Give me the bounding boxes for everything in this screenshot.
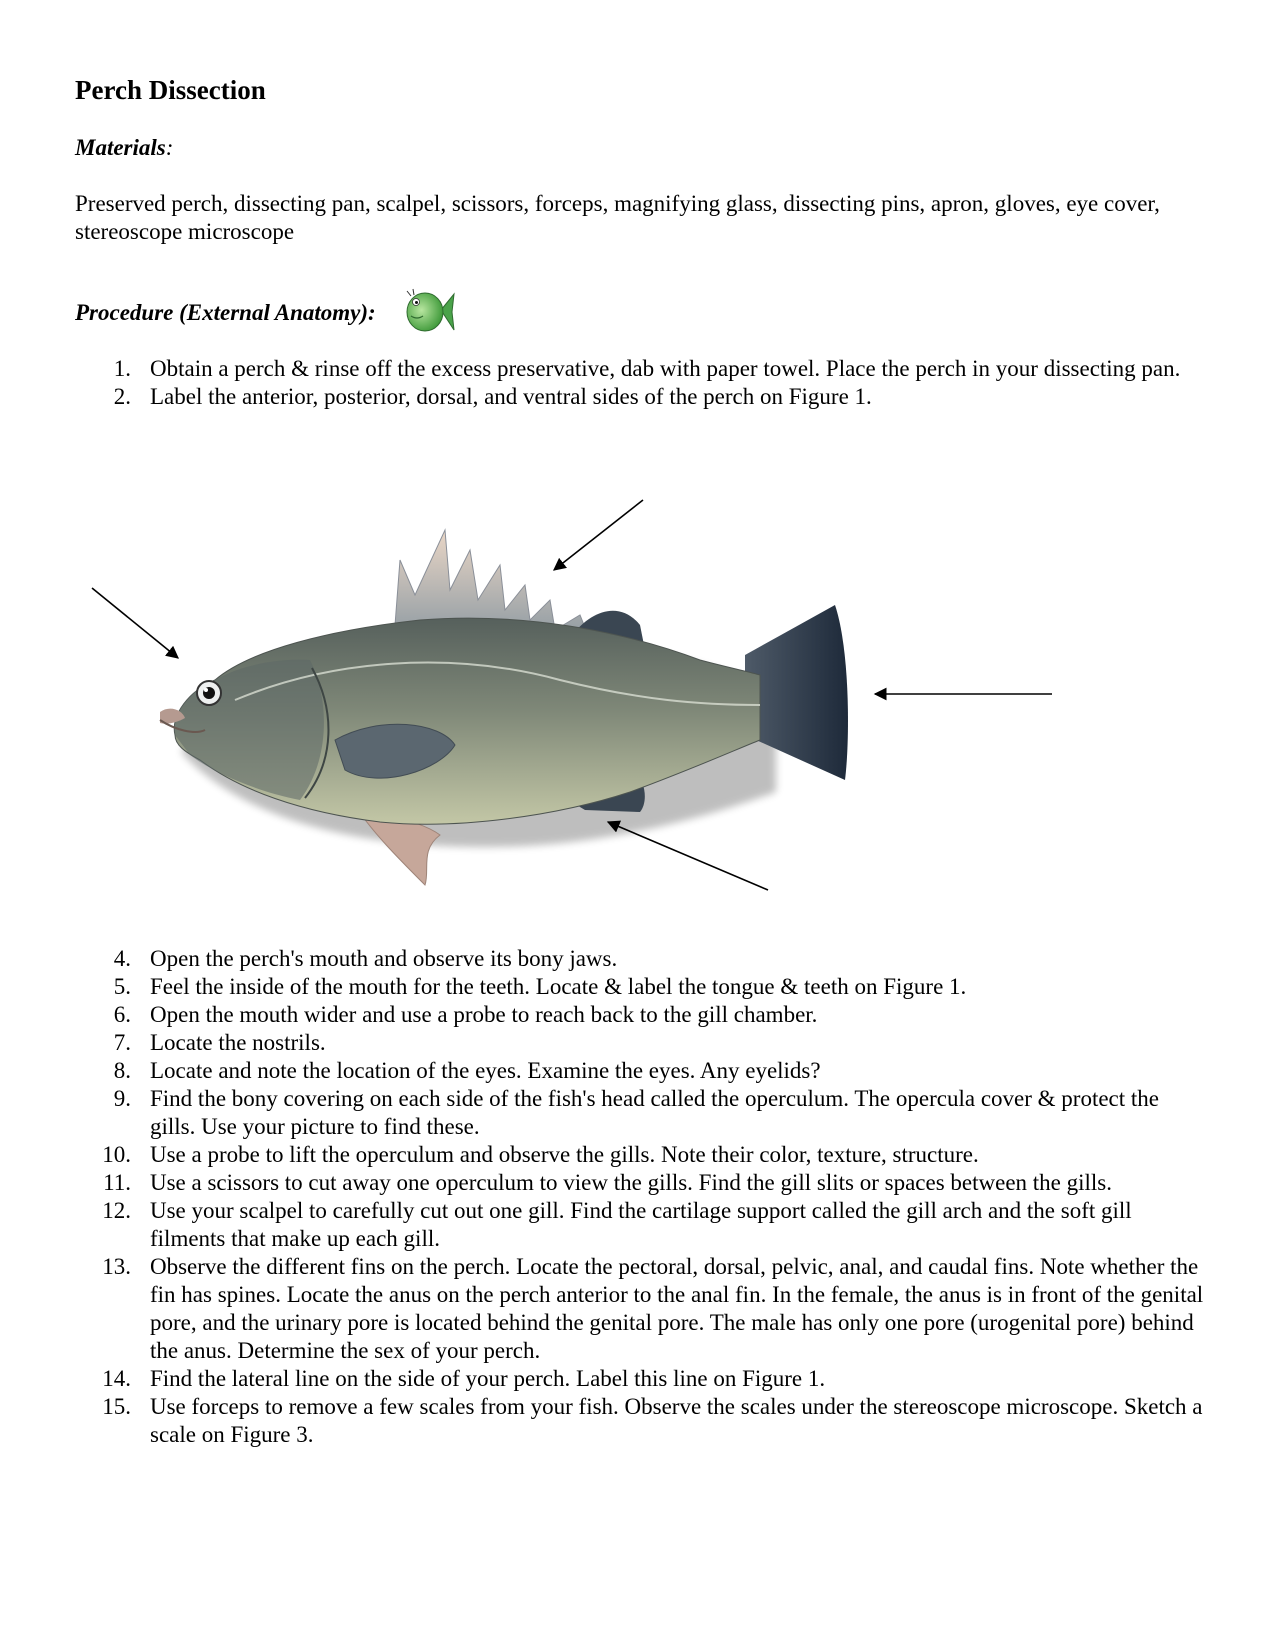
materials-heading-text: Materials [75, 135, 166, 160]
arrow-anterior [92, 588, 178, 658]
list-item: 13. Observe the different fins on the perch. Locate the pectoral, dorsal, pelvic, anal, and caudal fins. Note whether the fin has spines. Locate the anus on the perch anterior to the anal fin. In the female, the anus is in front of the genital pore, and the urinary pore is located behind the genital pore. The male has only one pore (urogenital pore) behind the anus. Determine the sex of your perch. [102, 1254, 1204, 1363]
list-item: 9. Find the bony covering on each side of the fish's head called the operculum. The opercula cover & protect the gills. Use your picture to find these. [113, 1086, 1159, 1139]
page-title: Perch Dissection [75, 75, 266, 105]
list-item: 5. Feel the inside of the mouth for the teeth. Locate & label the tongue & teeth on Figure 1. [113, 974, 967, 999]
list-item: 11. Use a scissors to cut away one operculum to view the gills. Find the gill slits or spaces between the gills. [103, 1170, 1112, 1195]
materials-heading [75, 135, 173, 161]
list-item: 4. Open the perch's mouth and observe its bony jaws. [113, 946, 618, 971]
list-item: 6. Open the mouth wider and use a probe to reach back to the gill chamber. [113, 1002, 818, 1027]
arrow-dorsal [554, 500, 643, 570]
list-item: 12. Use your scalpel to carefully cut out one gill. Find the cartilage support called the gill arch and the soft gill filments that make up each gill. [102, 1198, 1132, 1251]
perch-fish-illustration [0, 480, 1275, 950]
cartoon-fish-icon [405, 282, 455, 340]
procedure-steps-first [75, 355, 1210, 411]
procedure-steps-second [75, 945, 1210, 1449]
list-item: 14. Find the lateral line on the side of your perch. Label this line on Figure 1. [102, 1366, 826, 1391]
list-item: 10. Use a probe to lift the operculum and observe the gills. Note their color, texture, structure. [102, 1142, 979, 1167]
list-item: 7. Locate the nostrils. [113, 1030, 326, 1055]
list-item: 8. Locate and note the location of the eyes. Examine the eyes. Any eyelids? [113, 1058, 821, 1083]
list-item: 1. Obtain a perch & rinse off the excess preservative, dab with paper towel. Place the perch in your dissecting pan. [113, 356, 1181, 381]
materials-colon: : [165, 135, 174, 160]
materials-list: Preserved perch, dissecting pan, scalpel, scissors, forceps, magnifying glass, dissecting pins, apron, gloves, eye cover, stereoscope microscope [75, 191, 1160, 244]
list-item: 2. Label the anterior, posterior, dorsal, and ventral sides of the perch on Figure 1. [113, 384, 872, 409]
arrow-ventral [608, 822, 768, 890]
procedure-heading: Procedure (External Anatomy): [75, 300, 376, 325]
list-item: 15. Use forceps to remove a few scales from your fish. Observe the scales under the stereoscope microscope. Sketch a scale on Figure 3. [102, 1394, 1203, 1447]
